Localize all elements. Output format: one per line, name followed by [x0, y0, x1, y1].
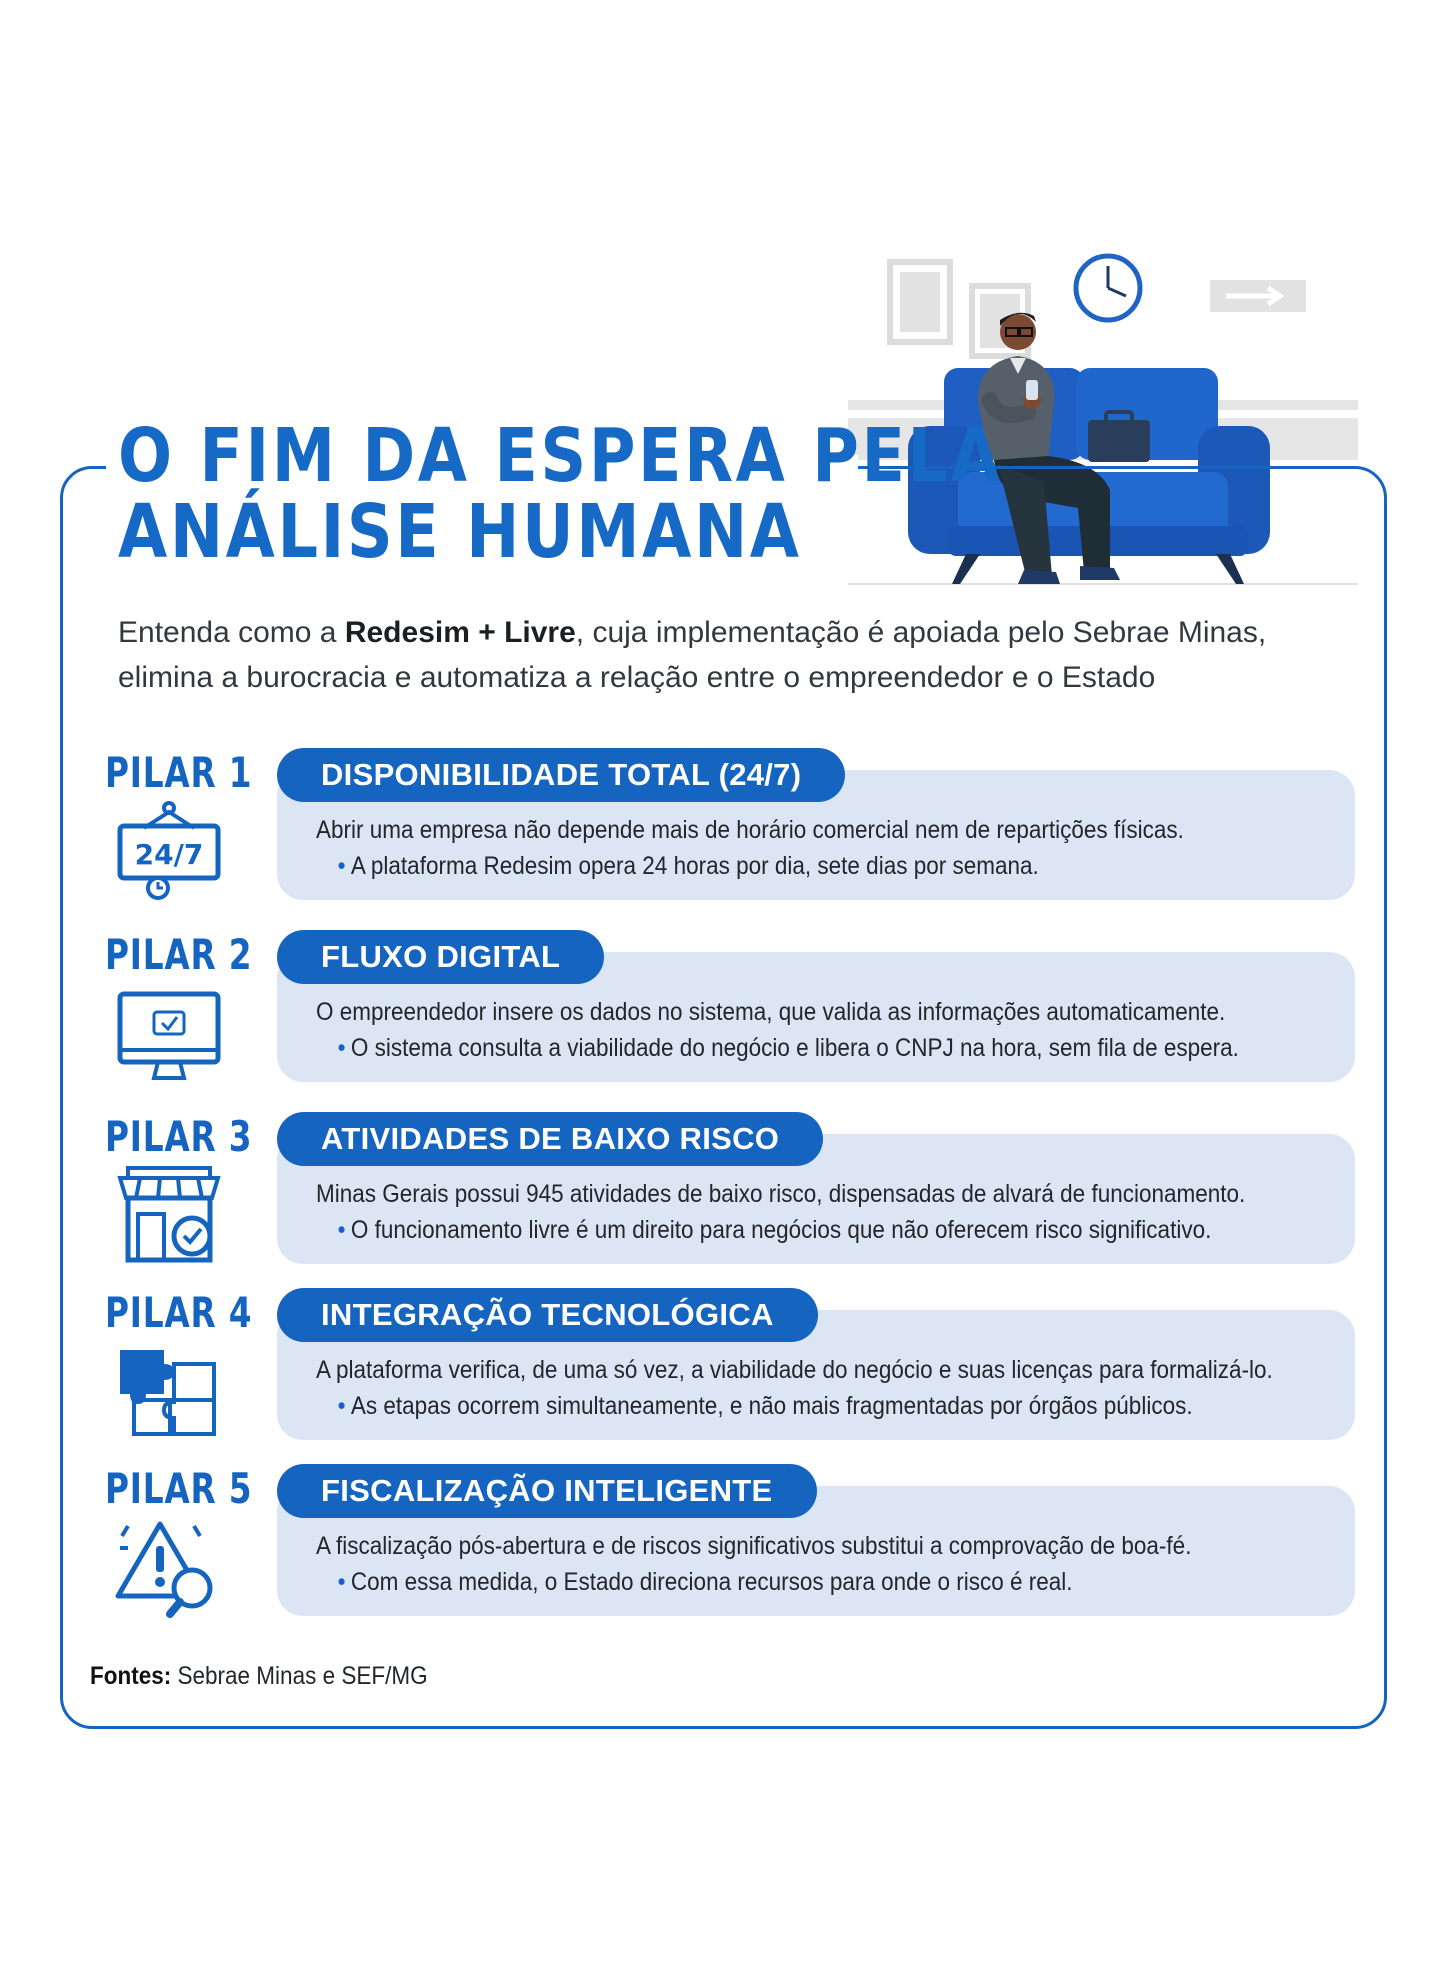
pillar-3-body: Minas Gerais possui 945 atividades de baixo risco, dispensadas de alvará de funcionamento. • O funcionamento livre é um direito para negócios que não oferecem risco significativo.: [316, 1176, 1252, 1248]
intro-paragraph: Entenda como a Redesim + Livre, cuja implementação é apoiada pelo Sebrae Minas, elimina a burocracia e automatiza a relação entre o empreendedor e o Estado: [118, 616, 1267, 694]
title-line-2: ANÁLISE HUMANA: [118, 489, 802, 575]
pillar-1-bullet: • A plataforma Redesim opera 24 horas por dia, sete dias por semana.: [337, 852, 1039, 880]
pillar-2-heading: FLUXO DIGITAL: [277, 930, 604, 984]
pillar-3-bullet: • O funcionamento livre é um direito para negócios que não oferecem risco significativo.: [337, 1216, 1212, 1244]
pillar-4-heading: INTEGRAÇÃO TECNOLÓGICA: [277, 1288, 818, 1342]
pillar-2-bullet: • O sistema consulta a viabilidade do negócio e libera o CNPJ na hora, sem fila de espera.: [337, 1034, 1239, 1062]
svg-text:24/7: 24/7: [134, 838, 204, 871]
pillar-4-bullet: • As etapas ocorrem simultaneamente, e não mais fragmentadas por órgãos públicos.: [337, 1392, 1193, 1420]
pillar-1-heading: DISPONIBILIDADE TOTAL (24/7): [277, 748, 845, 802]
pillar-5-label: PILAR 5: [105, 1464, 253, 1513]
pillar-2-body: O empreendedor insere os dados no sistema, que valida as informações automaticamente. • O sistema consulta a viabilidade do negócio e libera o CNPJ na hora, sem fila de espera.: [316, 994, 1252, 1066]
pillar-1-body: Abrir uma empresa não depende mais de horário comercial nem de repartições físicas. • A plataforma Redesim opera 24 horas por dia, sete dias por semana.: [316, 812, 1252, 884]
store-check-icon: [114, 1164, 224, 1264]
pillar-2-label: PILAR 2: [105, 930, 253, 979]
pillar-3-heading: ATIVIDADES DE BAIXO RISCO: [277, 1112, 823, 1166]
page-title: [118, 413, 1003, 575]
monitor-check-icon: [114, 988, 224, 1088]
pillar-4-label: PILAR 4: [105, 1288, 253, 1337]
24-7-sign-icon: [114, 800, 224, 900]
puzzle-icon: [114, 1344, 224, 1444]
pillar-5-heading: FISCALIZAÇÃO INTELIGENTE: [277, 1464, 817, 1518]
pillar-3-label: PILAR 3: [105, 1112, 253, 1161]
intro-highlight: Redesim + Livre: [344, 616, 576, 649]
wall-clock-icon: [1076, 256, 1140, 320]
warning-magnifier-icon: [114, 1518, 224, 1618]
title-line-1: O FIM DA ESPERA PELA: [118, 413, 1003, 499]
pillar-4-body: A plataforma verifica, de uma só vez, a viabilidade do negócio e suas licenças para formalizá-lo. • As etapas ocorrem simultaneamente, e não mais fragmentadas por órgãos públicos.: [316, 1352, 1252, 1424]
pillar-5-body: A fiscalização pós-abertura e de riscos significativos substitui a comprovação de boa-fé. • Com essa medida, o Estado direciona recursos para onde o risco é real.: [316, 1528, 1252, 1600]
pillar-1-label: PILAR 1: [105, 748, 253, 797]
pillar-5-bullet: • Com essa medida, o Estado direciona recursos para onde o risco é real.: [337, 1568, 1073, 1596]
sources-note: Fontes: Sebrae Minas e SEF/MG: [90, 1662, 428, 1690]
